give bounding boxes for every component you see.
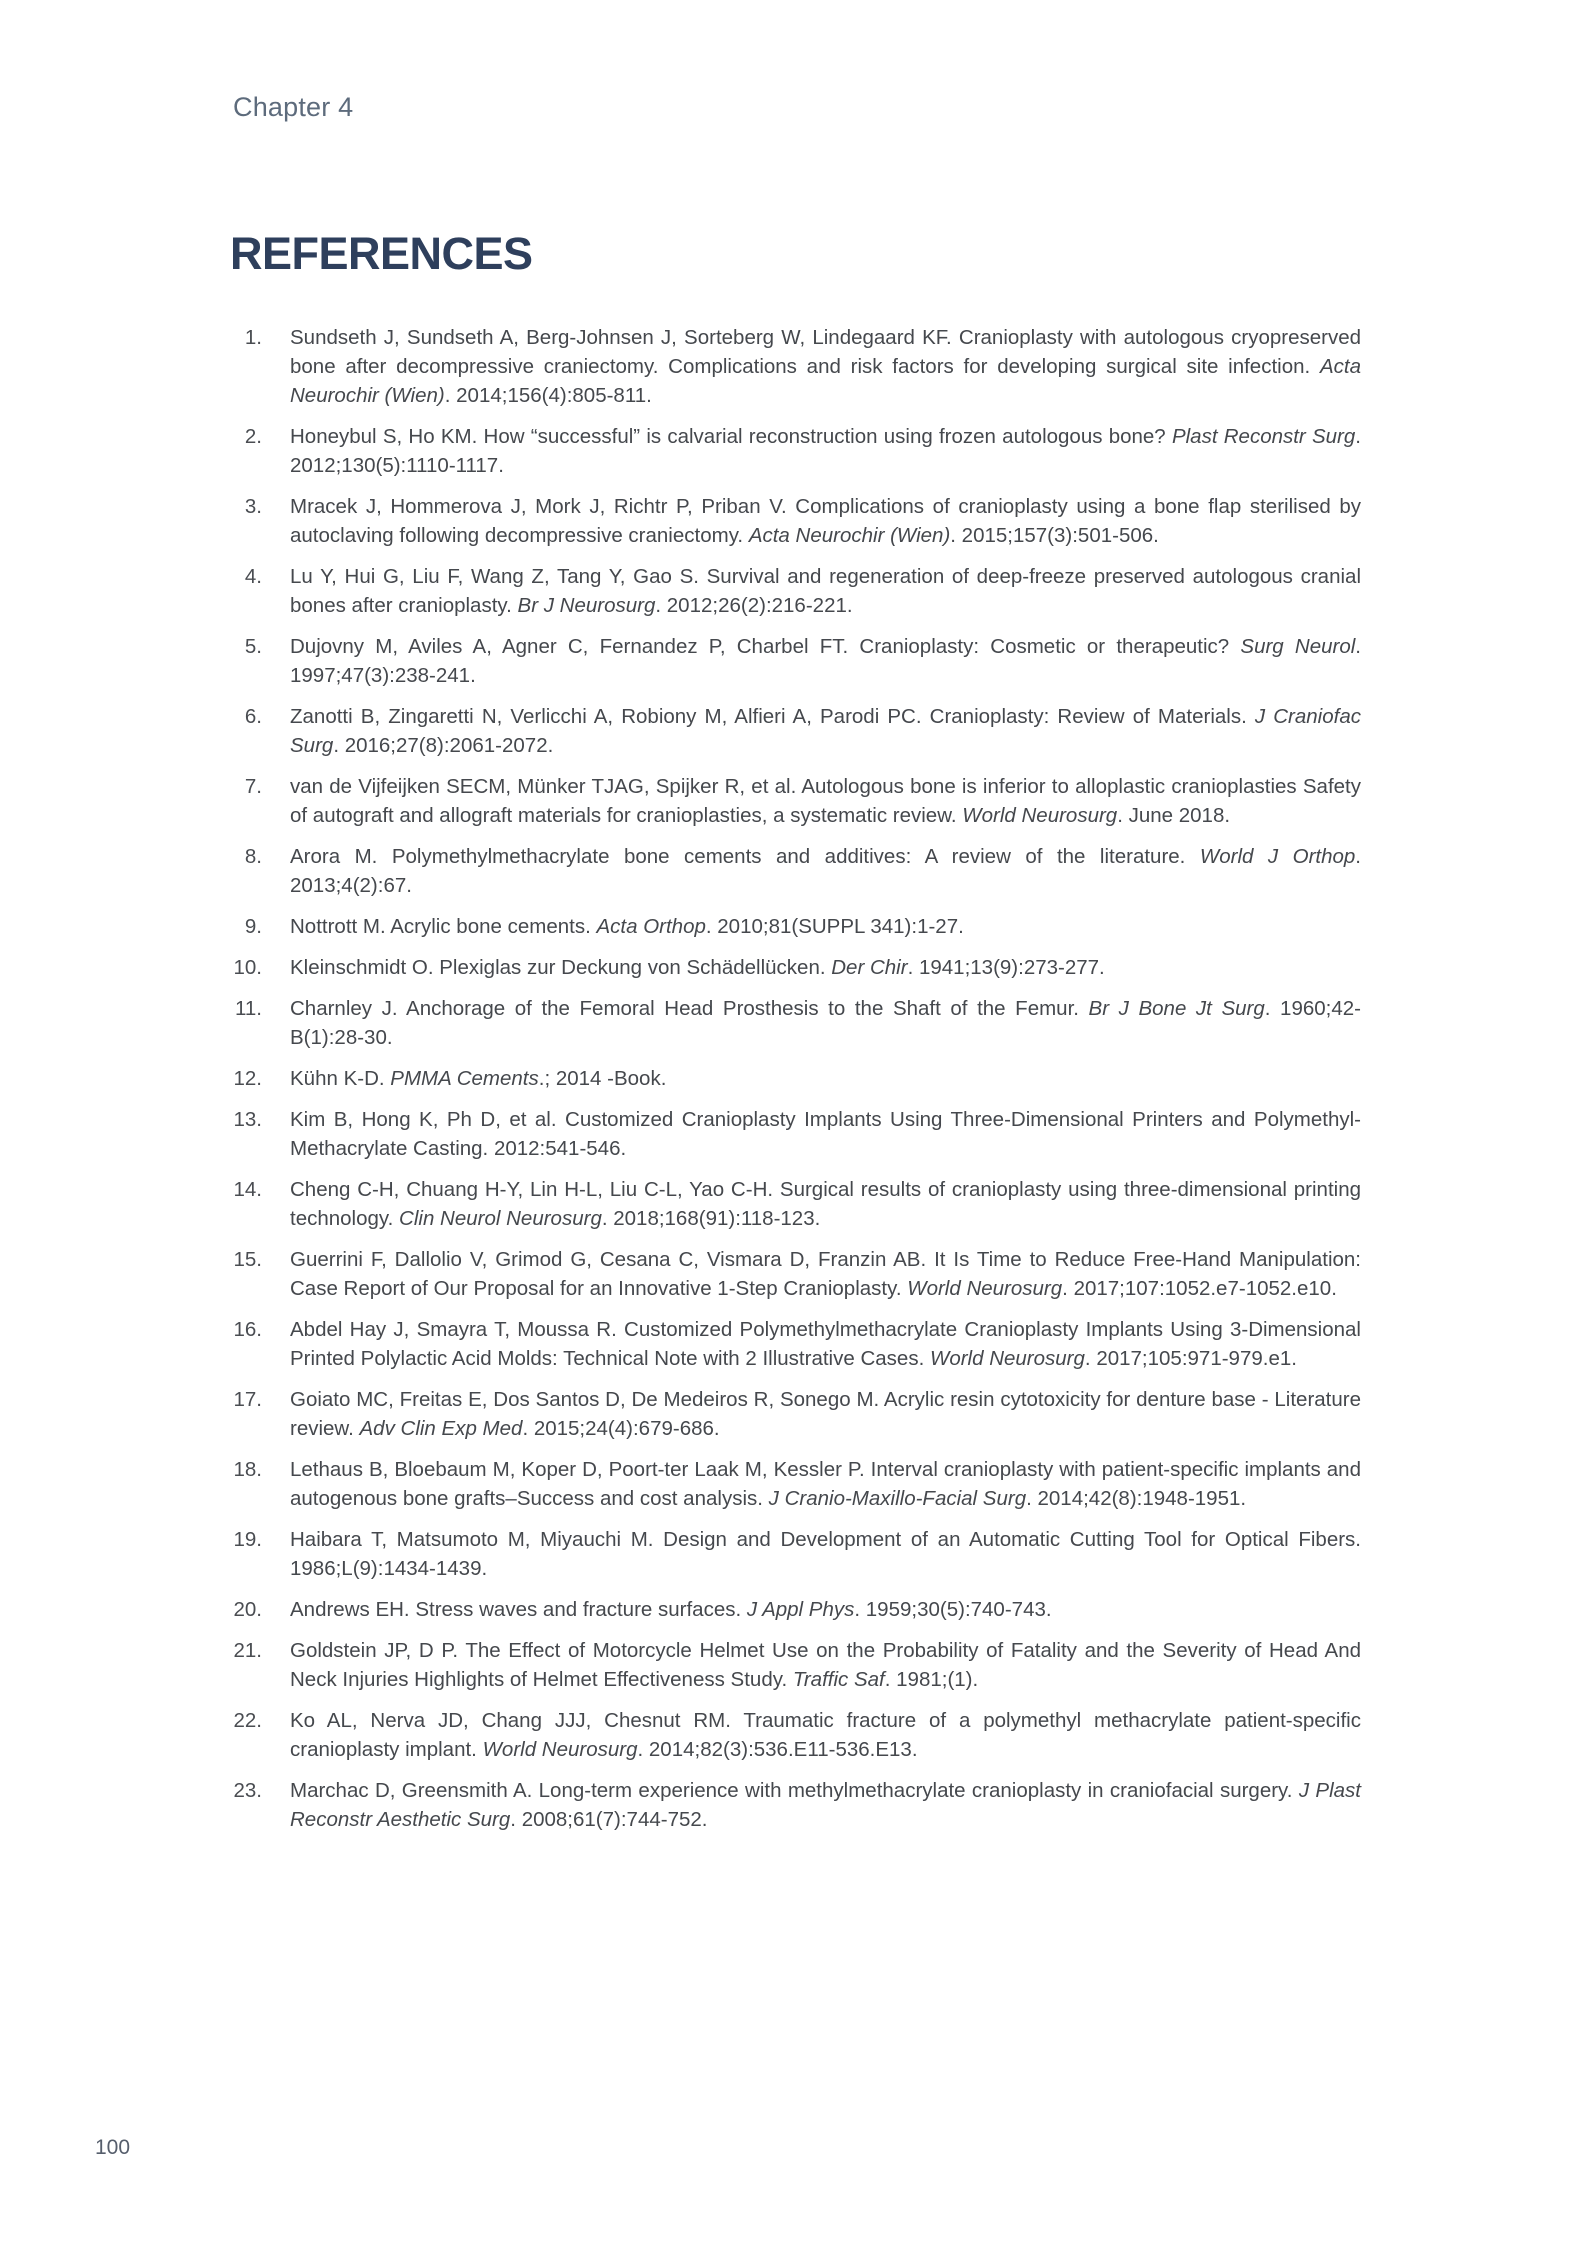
journal-name: J Plast Reconstr Aesthetic Surg xyxy=(290,1779,1361,1831)
journal-name: World Neurosurg xyxy=(482,1738,638,1761)
reference-text xyxy=(290,1245,1361,1303)
reference-item xyxy=(233,772,1361,830)
reference-segment: . 2018;168(91):118-123. xyxy=(601,1207,821,1230)
journal-name: Traffic Saf xyxy=(792,1668,885,1691)
journal-name: Acta Orthop xyxy=(596,915,706,938)
reference-segment: Honeybul S, Ho KM. How “successful” is calvarial reconstruction using frozen autologous bone? xyxy=(290,425,1172,448)
reference-segment: Nottrott M. Acrylic bone cements. xyxy=(290,915,597,938)
reference-list xyxy=(233,323,1361,1846)
journal-name: Der Chir xyxy=(831,956,908,979)
reference-item xyxy=(233,323,1361,410)
reference-number: 12. xyxy=(233,1067,262,1090)
reference-item xyxy=(233,994,1361,1052)
reference-segment: . 2015;157(3):501-506. xyxy=(950,524,1159,547)
reference-segment: . 1959;30(5):740-743. xyxy=(854,1598,1052,1621)
journal-name: Acta Neurochir (Wien) xyxy=(748,524,951,547)
reference-text xyxy=(290,1315,1361,1373)
reference-text xyxy=(290,1064,1361,1093)
journal-name: World Neurosurg xyxy=(962,804,1118,827)
reference-segment: . 1960;42-B(1):28-30. xyxy=(290,997,1361,1049)
journal-name: J Cranio-Maxillo-Facial Surg xyxy=(768,1487,1027,1510)
reference-segment: Charnley J. Anchorage of the Femoral Head Prosthesis to the Shaft of the Femur. xyxy=(290,997,1089,1020)
reference-segment: Haibara T, Matsumoto M, Miyauchi M. Design and Development of an Automatic Cutting Tool for Optical Fibers. 1986;L(9):1434-1439. xyxy=(290,1528,1361,1580)
journal-name: Clin Neurol Neurosurg xyxy=(399,1207,602,1230)
journal-name: World Neurosurg xyxy=(907,1277,1063,1300)
page-title: REFERENCES xyxy=(230,228,533,279)
reference-number: 22. xyxy=(233,1709,262,1732)
reference-segment: Abdel Hay J, Smayra T, Moussa R. Customized Polymethylmethacrylate Cranioplasty Implants Using 3-Dimensional Printed Polylactic Acid Molds: Technical Note with 2 Illustrative Cases. xyxy=(290,1318,1361,1370)
reference-segment: Zanotti B, Zingaretti N, Verlicchi A, Robiony M, Alfieri A, Parodi PC. Cranioplasty: Review of Materials. xyxy=(290,705,1255,728)
reference-segment: . 2013;4(2):67. xyxy=(290,845,1361,897)
journal-name: Plast Reconstr Surg xyxy=(1171,425,1356,448)
reference-item xyxy=(233,422,1361,480)
reference-segment: Cheng C-H, Chuang H-Y, Lin H-L, Liu C-L, Yao C-H. Surgical results of cranioplasty using three-dimensional printing technology. xyxy=(290,1178,1361,1230)
reference-number: 18. xyxy=(233,1458,262,1481)
reference-segment: . 2017;105:971-979.e1. xyxy=(1084,1347,1297,1370)
journal-name: Acta Neurochir (Wien) xyxy=(290,355,1361,407)
reference-text xyxy=(290,1776,1361,1834)
reference-segment: . 1981;(1). xyxy=(884,1668,979,1691)
journal-name: PMMA Cements xyxy=(390,1067,539,1090)
reference-number: 9. xyxy=(244,915,262,938)
reference-number: 20. xyxy=(233,1598,262,1621)
reference-text xyxy=(290,1525,1361,1583)
reference-text xyxy=(290,492,1361,550)
reference-text xyxy=(290,702,1361,760)
page-number: 100 xyxy=(95,2136,131,2159)
reference-text xyxy=(290,1175,1361,1233)
reference-number: 14. xyxy=(233,1178,262,1201)
journal-name: J Appl Phys xyxy=(746,1598,855,1621)
reference-number: 3. xyxy=(244,495,262,518)
reference-item xyxy=(233,1706,1361,1764)
reference-text xyxy=(290,422,1361,480)
reference-item xyxy=(233,562,1361,620)
reference-segment: . 1997;47(3):238-241. xyxy=(290,635,1361,687)
reference-segment: Arora M. Polymethylmethacrylate bone cements and additives: A review of the literature. xyxy=(290,845,1200,868)
reference-segment: Goiato MC, Freitas E, Dos Santos D, De Medeiros R, Sonego M. Acrylic resin cytotoxicity for denture base - Literature review. xyxy=(290,1388,1361,1440)
reference-number: 23. xyxy=(233,1779,262,1802)
reference-number: 1. xyxy=(244,326,262,349)
reference-segment: Kühn K-D. xyxy=(290,1067,391,1090)
reference-number: 6. xyxy=(244,705,262,728)
reference-segment: Mracek J, Hommerova J, Mork J, Richtr P, Priban V. Complications of cranioplasty using a bone flap sterilised by autoclaving following decompressive craniectomy. xyxy=(290,495,1361,547)
reference-segment: Marchac D, Greensmith A. Long-term experience with methylmethacrylate cranioplasty in craniofacial surgery. xyxy=(290,1779,1299,1802)
reference-item xyxy=(233,1636,1361,1694)
reference-number: 4. xyxy=(244,565,262,588)
reference-number: 10. xyxy=(233,956,262,979)
reference-number: 8. xyxy=(244,845,262,868)
journal-name: Br J Neurosurg xyxy=(517,594,656,617)
reference-segment: . 1941;13(9):273-277. xyxy=(907,956,1105,979)
chapter-label: Chapter 4 xyxy=(233,92,354,122)
reference-segment: Sundseth J, Sundseth A, Berg-Johnsen J, Sorteberg W, Lindegaard KF. Cranioplasty with autologous cryopreserved bone after decompressive craniectomy. Complications and risk factors for developing surgical site infection. xyxy=(290,326,1361,378)
reference-segment: Dujovny M, Aviles A, Agner C, Fernandez P, Charbel FT. Cranioplasty: Cosmetic or therapeutic? xyxy=(290,635,1241,658)
reference-item xyxy=(233,1064,1361,1093)
reference-item xyxy=(233,1776,1361,1834)
reference-number: 5. xyxy=(244,635,262,658)
journal-name: Br J Bone Jt Surg xyxy=(1088,997,1265,1020)
reference-item xyxy=(233,1595,1361,1624)
reference-segment: Ko AL, Nerva JD, Chang JJJ, Chesnut RM. Traumatic fracture of a polymethyl methacrylate patient-specific cranioplasty implant. xyxy=(290,1709,1361,1761)
reference-item xyxy=(233,1245,1361,1303)
reference-number: 2. xyxy=(244,425,262,448)
reference-text xyxy=(290,1706,1361,1764)
reference-segment: . 2012;26(2):216-221. xyxy=(655,594,853,617)
reference-number: 21. xyxy=(233,1639,262,1662)
reference-segment: . 2014;82(3):536.E11-536.E13. xyxy=(637,1738,918,1761)
journal-name: World Neurosurg xyxy=(929,1347,1085,1370)
reference-item xyxy=(233,1105,1361,1163)
journal-name: Adv Clin Exp Med xyxy=(359,1417,523,1440)
reference-text xyxy=(290,842,1361,900)
reference-segment: Goldstein JP, D P. The Effect of Motorcycle Helmet Use on the Probability of Fatality and the Severity of Head And Neck Injuries Highlights of Helmet Effectiveness Study. xyxy=(290,1639,1361,1691)
reference-text xyxy=(290,1105,1361,1163)
reference-item xyxy=(233,1455,1361,1513)
reference-segment: van de Vijfeijken SECM, Münker TJAG, Spijker R, et al. Autologous bone is inferior to alloplastic cranioplasties Safety of autograft and allograft materials for cranioplasties, a systematic review. xyxy=(290,775,1361,827)
reference-segment: . 2015;24(4):679-686. xyxy=(522,1417,720,1440)
reference-text xyxy=(290,1455,1361,1513)
journal-name: World J Orthop xyxy=(1199,845,1356,868)
reference-segment: . 2014;42(8):1948-1951. xyxy=(1026,1487,1247,1510)
reference-item xyxy=(233,632,1361,690)
reference-item xyxy=(233,842,1361,900)
reference-segment: . 2012;130(5):1110-1117. xyxy=(290,425,1361,477)
reference-item xyxy=(233,953,1361,982)
journal-name: J Craniofac Surg xyxy=(290,705,1361,757)
reference-number: 7. xyxy=(244,775,262,798)
reference-item xyxy=(233,1525,1361,1583)
reference-item xyxy=(233,702,1361,760)
reference-item xyxy=(233,1315,1361,1373)
reference-number: 13. xyxy=(233,1108,262,1131)
reference-text xyxy=(290,772,1361,830)
reference-text xyxy=(290,632,1361,690)
reference-item xyxy=(233,492,1361,550)
reference-segment: Kim B, Hong K, Ph D, et al. Customized Cranioplasty Implants Using Three-Dimensional Printers and Polymethyl-Methacrylate Casting. 2012:541-546. xyxy=(290,1108,1361,1160)
reference-segment: Lu Y, Hui G, Liu F, Wang Z, Tang Y, Gao S. Survival and regeneration of deep-freeze preserved autologous cranial bones after cranioplasty. xyxy=(290,565,1361,617)
reference-segment: . 2016;27(8):2061-2072. xyxy=(333,734,554,757)
reference-segment: Andrews EH. Stress waves and fracture surfaces. xyxy=(290,1598,747,1621)
reference-text xyxy=(290,912,1361,941)
reference-text xyxy=(290,953,1361,982)
reference-text xyxy=(290,1595,1361,1624)
reference-number: 16. xyxy=(233,1318,262,1341)
reference-item xyxy=(233,1385,1361,1443)
reference-segment: Guerrini F, Dallolio V, Grimod G, Cesana C, Vismara D, Franzin AB. It Is Time to Reduce Free-Hand Manipulation: Case Report of Our Proposal for an Innovative 1-Step Cranioplasty. xyxy=(290,1248,1361,1300)
reference-text xyxy=(290,1385,1361,1443)
reference-text xyxy=(290,323,1361,410)
reference-text xyxy=(290,562,1361,620)
reference-text xyxy=(290,994,1361,1052)
reference-number: 19. xyxy=(233,1528,262,1551)
reference-segment: . 2008;61(7):744-752. xyxy=(510,1808,708,1831)
reference-segment: .; 2014 -Book. xyxy=(538,1067,667,1090)
reference-item xyxy=(233,1175,1361,1233)
reference-text xyxy=(290,1636,1361,1694)
reference-segment: Lethaus B, Bloebaum M, Koper D, Poort-ter Laak M, Kessler P. Interval cranioplasty with patient-specific implants and autogenous bone grafts–Success and cost analysis. xyxy=(290,1458,1361,1510)
reference-segment: . 2017;107:1052.e7-1052.e10. xyxy=(1062,1277,1337,1300)
reference-number: 17. xyxy=(233,1388,262,1411)
reference-item xyxy=(233,912,1361,941)
reference-segment: Kleinschmidt O. Plexiglas zur Deckung von Schädellücken. xyxy=(290,956,832,979)
reference-number: 15. xyxy=(233,1248,262,1271)
reference-segment: . June 2018. xyxy=(1117,804,1231,827)
journal-name: Surg Neurol xyxy=(1240,635,1356,658)
reference-segment: . 2010;81(SUPPL 341):1-27. xyxy=(705,915,964,938)
reference-segment: . 2014;156(4):805-811. xyxy=(444,384,652,407)
reference-number: 11. xyxy=(235,997,262,1020)
